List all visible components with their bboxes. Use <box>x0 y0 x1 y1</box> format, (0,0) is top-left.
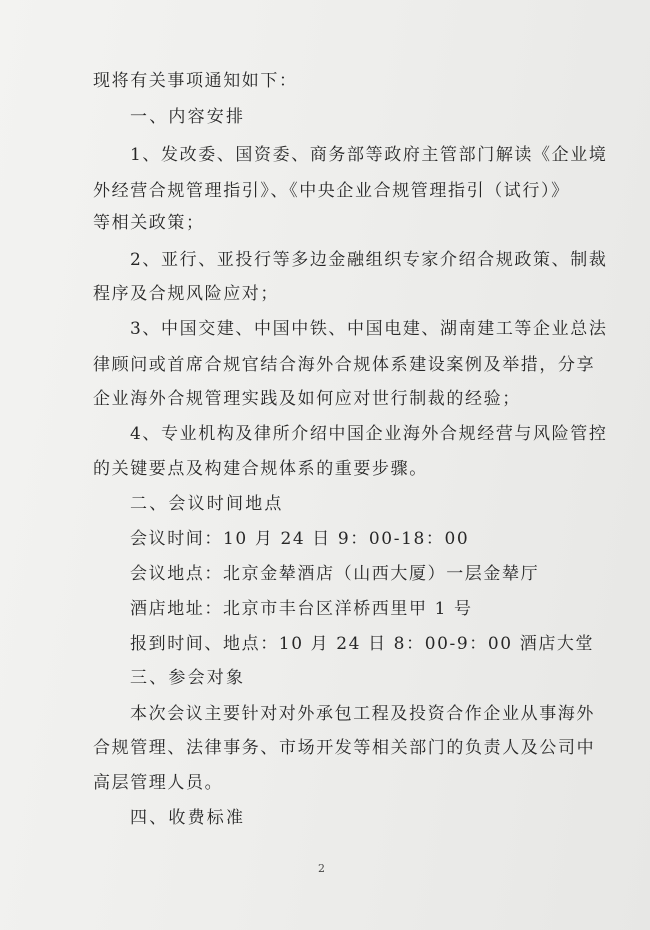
paragraph-line: 企业海外合规管理实践及如何应对世行制裁的经验； <box>93 389 521 409</box>
paragraph-line: 的关键要点及构建合规体系的重要步骤。 <box>93 459 428 479</box>
section-heading-fees: 四、收费标准 <box>130 808 246 828</box>
section-heading-time-place: 二、会议时间地点 <box>130 494 284 514</box>
paragraph-line: 律顾问或首席合规官结合海外合规体系建设案例及举措，分享 <box>93 355 596 375</box>
paragraph-line: 3、中国交建、中国中铁、中国电建、湖南建工等企业总法 <box>130 319 608 339</box>
paragraph-line: 1、发改委、国资委、商务部等政府主管部门解读《企业境 <box>130 145 608 165</box>
paragraph-line: 高层管理人员。 <box>93 773 224 793</box>
intro-line: 现将有关事项通知如下： <box>93 71 298 91</box>
hotel-address-line: 酒店地址：北京市丰台区洋桥西里甲 1 号 <box>130 599 473 619</box>
section-heading-content: 一、内容安排 <box>130 107 246 127</box>
meeting-time-line: 会议时间：10 月 24 日 9：00-18：00 <box>130 529 470 549</box>
paragraph-line: 合规管理、法律事务、市场开发等相关部门的负责人及公司中 <box>93 738 596 758</box>
check-in-line: 报到时间、地点：10 月 24 日 8：00-9：00 酒店大堂 <box>130 634 595 654</box>
paragraph-line: 4、专业机构及律所介绍中国企业海外合规经营与风险管控 <box>130 424 608 444</box>
page-number: 2 <box>318 862 325 875</box>
meeting-venue-line: 会议地点：北京金辇酒店（山西大厦）一层金辇厅 <box>130 564 540 584</box>
paragraph-line: 外经营合规管理指引》、《中央企业合规管理指引（试行）》 <box>93 181 570 201</box>
section-heading-attendees: 三、参会对象 <box>130 668 246 688</box>
paragraph-line: 2、亚行、亚投行等多边金融组织专家介绍合规政策、制裁 <box>130 250 608 270</box>
paragraph-line: 程序及合规风险应对； <box>93 284 279 304</box>
paragraph-line: 等相关政策； <box>93 213 205 233</box>
paragraph-line: 本次会议主要针对对外承包工程及投资合作企业从事海外 <box>130 704 595 724</box>
